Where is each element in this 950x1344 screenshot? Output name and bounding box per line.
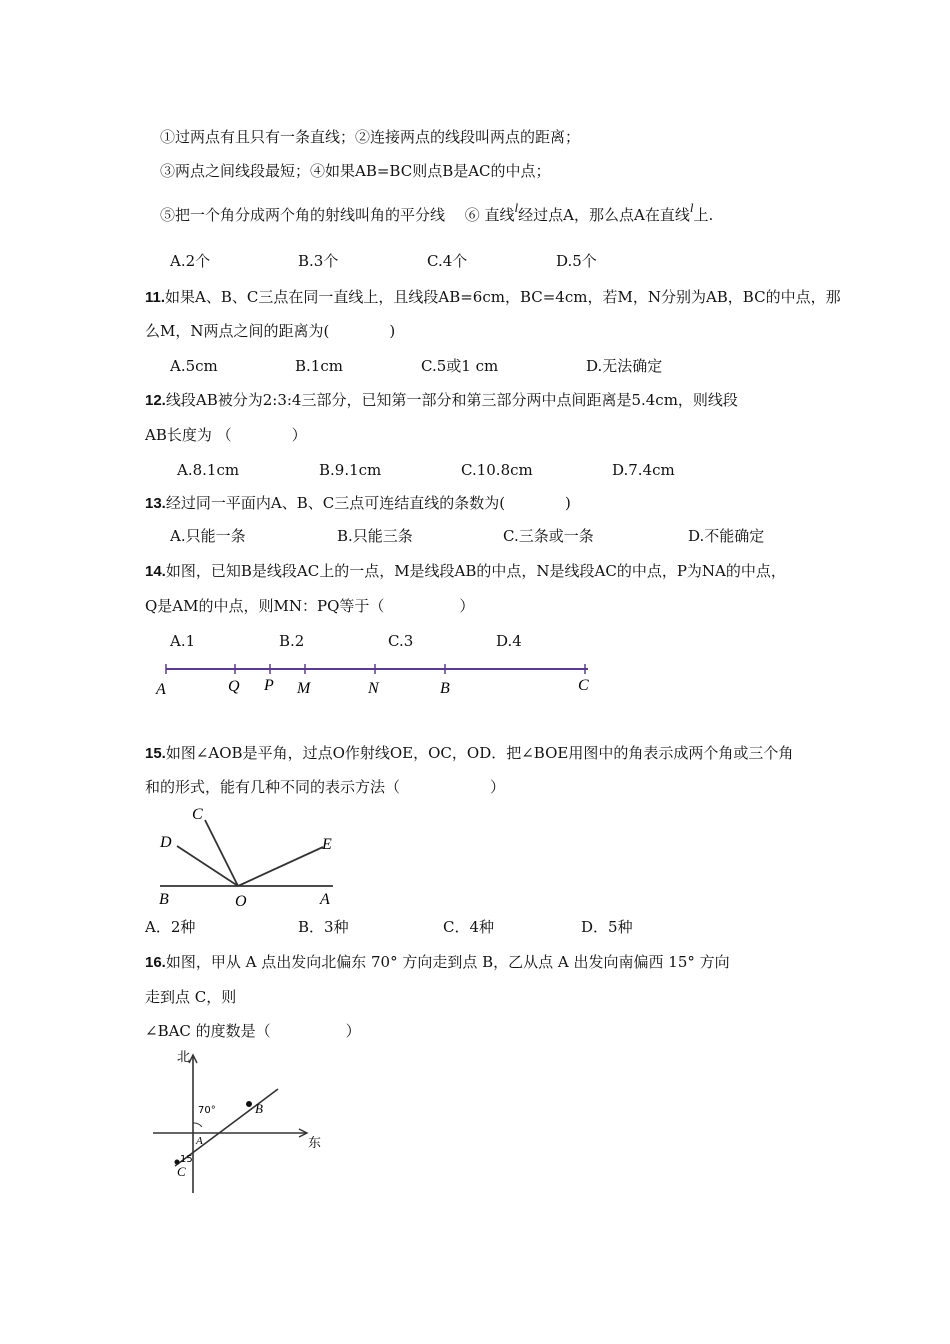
label-q: Q (228, 678, 240, 695)
label-m: M (297, 680, 311, 697)
variable-l: l (689, 200, 694, 215)
q16-direction-figure (145, 1045, 335, 1200)
q13-option-c: C.三条或一条 (503, 527, 594, 545)
variable-l: l (514, 200, 519, 215)
label-b: B (255, 1101, 263, 1116)
label-a: A (156, 681, 166, 698)
q16-number: 16. (145, 954, 166, 971)
q11-number: 11. (145, 289, 166, 306)
q14-text-1: 如图，已知B是线段AC上的一点，M是线段AB的中点，N是线段AC的中点，P为NA的中点， (165, 562, 786, 580)
q12-option-d: D.7.4cm (612, 461, 675, 479)
q11-option-c: C.5或1 cm (421, 357, 499, 375)
q15-angle-figure (150, 800, 350, 908)
q14-text-line-1 (145, 561, 786, 582)
q16-text-1: 如图，甲从 A 点出发向北偏东 70° 方向走到点 B，乙从点 A 出发向南偏西 15° 方向 (165, 953, 730, 971)
q15-text-1: 如图∠AOB是平角，过点O作射线OE，OC，OD．把∠BOE用图中的角表示成两个角或三个角 (165, 744, 794, 762)
q11-option-d: D.无法确定 (586, 357, 663, 375)
label-east: 东 (308, 1136, 322, 1151)
q13-text-1: 经过同一平面内A、B、C三点可连结直线的条数为( ) (165, 494, 571, 512)
label-north: 北 (177, 1050, 191, 1065)
label-p: P (264, 677, 274, 694)
label-15: 15 (180, 1154, 193, 1165)
label-a: A (196, 1135, 203, 1147)
q15-option-b: B．3种 (298, 918, 349, 936)
q12-option-b: B.9.1cm (319, 461, 382, 479)
q12-option-c: C.10.8cm (461, 461, 533, 479)
q11-option-b: B.1cm (295, 357, 343, 375)
q16-text-line-3: ∠BAC 的度数是（ ） (145, 1022, 361, 1040)
q16-text-line-2: 走到点 C，则 (145, 988, 237, 1006)
label-d: D (160, 834, 172, 851)
q13-number: 13. (145, 495, 166, 512)
q15-option-c: C．4种 (443, 918, 495, 936)
q15-text-line-1 (145, 743, 793, 764)
ray-oe (238, 847, 323, 886)
q14-segment-figure (150, 655, 610, 700)
q15-option-d: D．5种 (581, 918, 633, 936)
label-c: C (192, 806, 203, 823)
q10-statement-line-2: ③两点之间线段最短；④如果AB=BC则点B是AC的中点； (160, 162, 551, 180)
label-c: C (578, 677, 589, 694)
q14-option-d: D.4 (496, 632, 522, 650)
q13-option-a: A.只能一条 (170, 527, 246, 545)
label-o: O (235, 893, 247, 908)
q10-line3-part-b: 经过点A，那么点A在直线 (518, 206, 690, 224)
q13-option-b: B.只能三条 (337, 527, 413, 545)
label-n: N (368, 680, 379, 697)
q10-option-b: B.3个 (298, 252, 339, 270)
q12-text-1: 线段AB被分为2:3:4三部分，已知第一部分和第三部分两中点间距离是5.4cm，则线段 (165, 391, 738, 409)
label-a: A (320, 891, 330, 908)
q11-text-line-1 (145, 287, 841, 308)
label-b: B (159, 891, 169, 908)
q10-option-a: A.2个 (170, 252, 211, 270)
point-b (246, 1101, 252, 1107)
q11-text-1: 如果A、B、C三点在同一直线上，且线段AB=6cm，BC=4cm，若M，N分别为AB，BC的中点，那 (165, 288, 841, 306)
q14-option-a: A.1 (170, 632, 196, 650)
q11-text-line-2: 么M，N两点之间的距离为( ) (145, 322, 396, 340)
q11-option-a: A.5cm (170, 357, 218, 375)
q12-option-a: A.8.1cm (177, 461, 240, 479)
q13-option-d: D.不能确定 (688, 527, 765, 545)
q10-statement-line-1: ①过两点有且只有一条直线；②连接两点的线段叫两点的距离； (160, 128, 581, 146)
angle-70-arc (193, 1123, 202, 1127)
q10-option-c: C.4个 (427, 252, 468, 270)
label-c: C (177, 1164, 186, 1179)
q15-number: 15. (145, 745, 166, 762)
q14-number: 14. (145, 563, 166, 580)
q10-line3-part-a: ⑤把一个角分成两个角的射线叫角的平分线 ⑥ 直线 (160, 206, 515, 224)
q12-text-line-2: AB长度为 （ ） (145, 426, 307, 444)
q12-text-line-1 (145, 390, 738, 411)
q12-number: 12. (145, 392, 166, 409)
q14-option-c: C.3 (388, 632, 414, 650)
q13-text-line-1 (145, 493, 571, 514)
q10-option-d: D.5个 (556, 252, 597, 270)
q10-statement-line-3 (160, 200, 714, 226)
label-b: B (440, 680, 450, 697)
q10-line3-part-c: 上. (693, 206, 714, 224)
q14-text-line-2: Q是AM的中点，则MN：PQ等于（ ） (145, 597, 475, 615)
label-e: E (322, 836, 332, 853)
q15-text-line-2: 和的形式，能有几种不同的表示方法（ ） (145, 778, 506, 796)
q15-option-a: A．2种 (145, 918, 196, 936)
q14-option-b: B.2 (279, 632, 305, 650)
label-70: 70° (198, 1105, 216, 1116)
q16-text-line-1 (145, 952, 730, 973)
